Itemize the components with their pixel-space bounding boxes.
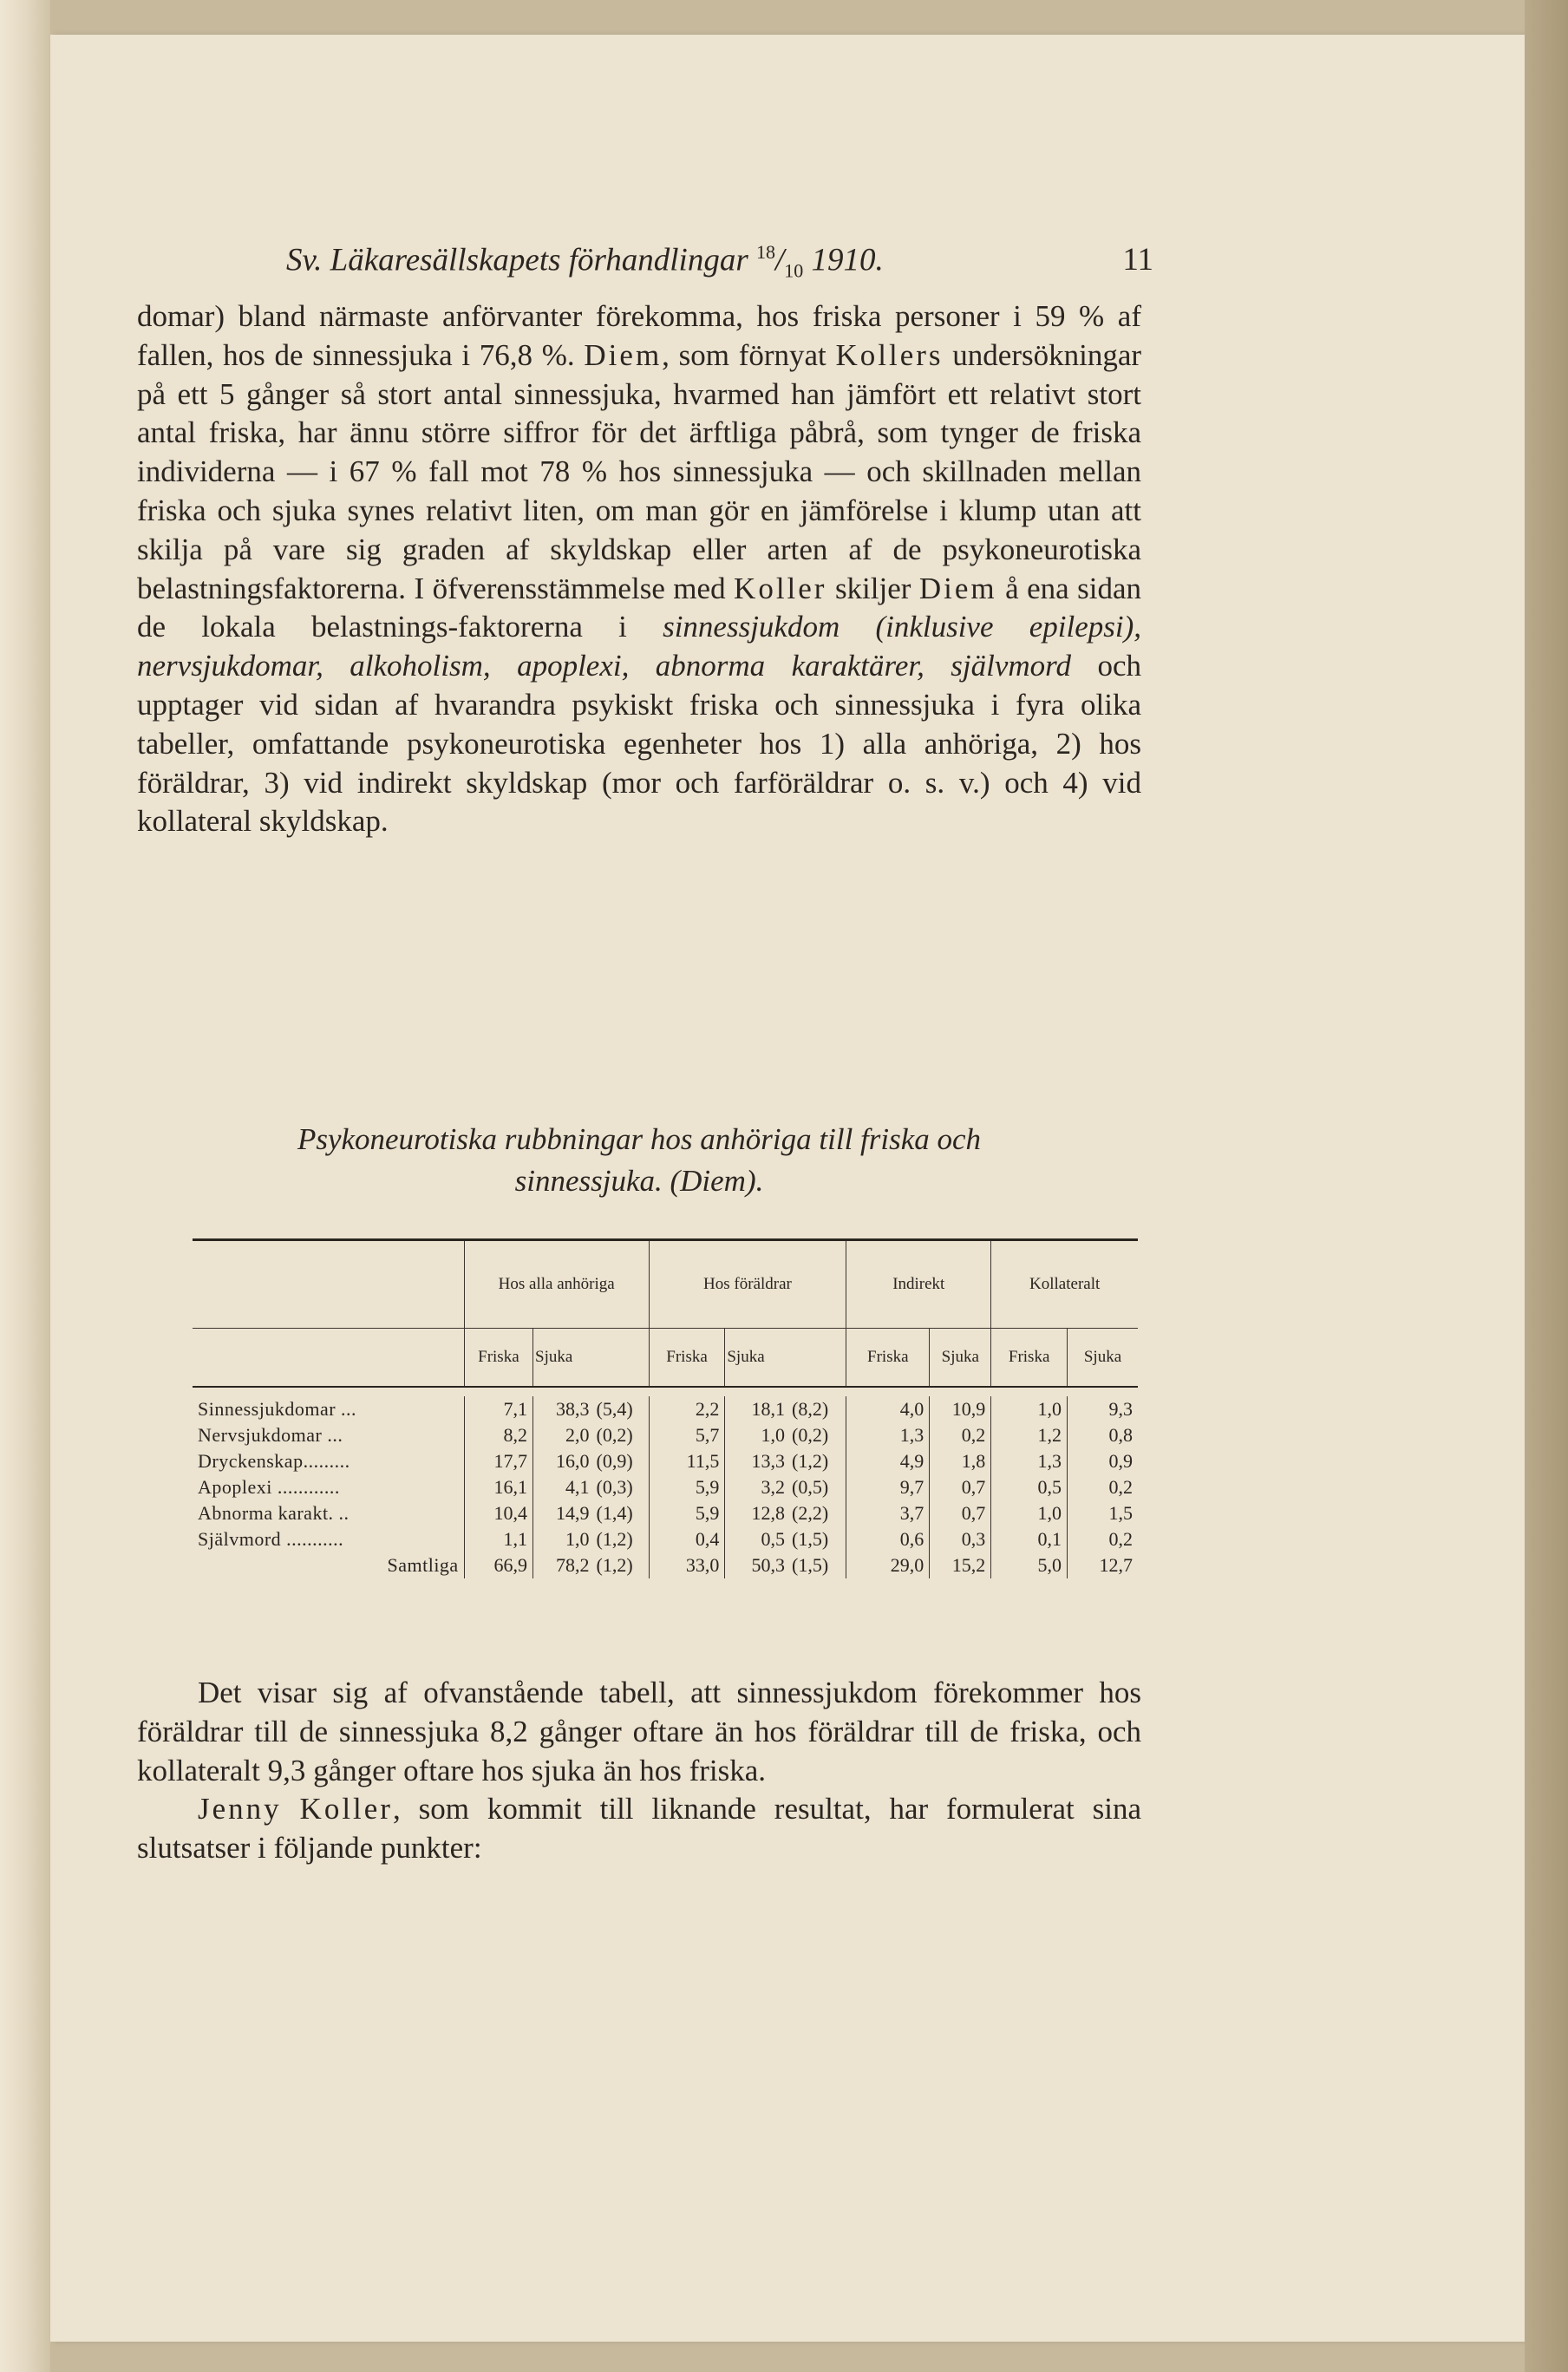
table-cell: 17,7: [464, 1448, 532, 1474]
table-cell: 8,2: [464, 1422, 532, 1448]
table-cell: 10,9: [930, 1396, 991, 1422]
column-header: Friska: [649, 1329, 725, 1388]
table-cell: 9,7: [846, 1474, 930, 1500]
column-header: Friska: [464, 1329, 532, 1388]
table-cell: 0,3: [930, 1526, 991, 1552]
table-cell: 15,2: [930, 1552, 991, 1578]
para1-text-d: skiljer: [834, 571, 911, 605]
table-cell: 13,3: [725, 1448, 790, 1474]
table-cell: 1,1: [464, 1526, 532, 1552]
table-cell: 0,7: [930, 1500, 991, 1526]
author-koller: Koller: [299, 1792, 393, 1826]
row-label: Nervsjukdomar ...: [198, 1424, 343, 1446]
column-group: Hos föräldrar: [649, 1241, 846, 1329]
table-row: [193, 1422, 1138, 1448]
table-cell: (0,2): [596, 1424, 633, 1446]
table-cell: (2,2): [792, 1502, 829, 1524]
table-header-rule: [193, 1387, 1138, 1396]
table-cell: 0,2: [1067, 1474, 1138, 1500]
table-cell: (1,2): [596, 1528, 633, 1550]
table-cell: (1,4): [596, 1502, 633, 1524]
para1-text-e: å ena sidan de lokala belastnings-faktorerna i: [137, 571, 1142, 644]
table-cell: 1,0: [725, 1422, 790, 1448]
table-cell: 3,2: [725, 1474, 790, 1500]
table-cell: 2,2: [649, 1396, 725, 1422]
table-cell: 33,0: [649, 1552, 725, 1578]
caption-line-2: sinnessjuka. (Diem).: [514, 1164, 764, 1198]
table-cell: (0,3): [596, 1476, 633, 1498]
table-cell: 0,8: [1067, 1422, 1138, 1448]
table-cell: (1,2): [596, 1554, 633, 1576]
table-cell: (1,2): [792, 1450, 829, 1472]
table-cell: 0,5: [725, 1526, 790, 1552]
para1-text-a: domar) bland närmaste anförvanter förekomma, hos friska personer i 59 % af fallen, hos de sinnessjuka i 76,8 %.: [137, 299, 1141, 372]
date-numerator: 18: [755, 241, 775, 263]
table-cell: 11,5: [649, 1448, 725, 1474]
table-cell: (8,2): [792, 1398, 829, 1420]
table-row: [193, 1396, 1138, 1422]
para1-text-c: undersökningar på ett 5 gånger så stort antal sinnessjuka, hvarmed han jämfört ett relativt stort antal friska, har ännu större siffror för det ärftliga påbrå, som tynger de friska individerna — i 67 % fall mot 78 % hos sinnessjuka — och skillnaden mellan friska och sjuka synes relativt liten, om man gör en jämförelse i klump utan att skilja på vare sig graden af skyldskap eller arten af de psykoneurotiska belastningsfaktorerna. I öfverensstämmelse med: [137, 337, 1142, 605]
column-header: Sjuka: [533, 1329, 650, 1388]
table-row: [193, 1552, 1138, 1578]
table-cell: 1,3: [846, 1422, 930, 1448]
table-cell: 5,9: [649, 1500, 725, 1526]
table-cell: 5,9: [649, 1474, 725, 1500]
table-cell: 1,0: [991, 1396, 1068, 1422]
column-group: Indirekt: [846, 1241, 991, 1329]
table-group-header-row: [193, 1241, 1138, 1329]
row-label: Abnorma karakt. ..: [198, 1502, 350, 1524]
table-cell: 1,0: [533, 1526, 595, 1552]
table-cell: 18,1: [725, 1396, 790, 1422]
date-denominator: 10: [784, 259, 804, 282]
book-gutter: [0, 0, 50, 2372]
table-cell: 4,9: [846, 1448, 930, 1474]
para3-text: , som kommit till liknande resultat, har formulerat sina slutsatser i följande punkter:: [137, 1792, 1142, 1866]
table-cell: 0,9: [1067, 1448, 1138, 1474]
table-cell: 38,3: [533, 1396, 595, 1422]
table-row: [193, 1500, 1138, 1526]
table-cell: 1,3: [991, 1448, 1068, 1474]
italic-factor-list: sinnessjukdom (inklusive epilepsi), nervsjukdomar, alkoholism, apoplexi, abnorma karaktärer, självmord: [137, 610, 1141, 683]
page-edge: [1525, 0, 1568, 2372]
table-cell: 12,7: [1067, 1552, 1138, 1578]
table-cell: 0,4: [649, 1526, 725, 1552]
table-cell: 0,5: [991, 1474, 1068, 1500]
caption-line-1: Psykoneurotiska rubbningar hos anhöriga till friska och: [297, 1122, 982, 1156]
table-cell: (0,9): [596, 1450, 633, 1472]
data-table: [193, 1238, 1138, 1578]
paragraph-2: [137, 1674, 1141, 1868]
table-caption: [137, 1119, 1141, 1202]
table-cell: 16,1: [464, 1474, 532, 1500]
table-cell: 10,4: [464, 1500, 532, 1526]
author-koller: Koller: [734, 571, 827, 605]
row-label: Dryckenskap.........: [198, 1450, 350, 1472]
table-cell: 0,6: [846, 1526, 930, 1552]
table-cell: 0,7: [930, 1474, 991, 1500]
page-number: 11: [1122, 242, 1153, 278]
table-row: [193, 1474, 1138, 1500]
table-cell: 0,2: [930, 1422, 991, 1448]
table-cell: 0,2: [1067, 1526, 1138, 1552]
table-cell: 14,9: [533, 1500, 595, 1526]
table-cell: 4,1: [533, 1474, 595, 1500]
column-group: Hos alla anhöriga: [464, 1241, 649, 1329]
table-row: [193, 1526, 1138, 1552]
table-cell: 66,9: [464, 1552, 532, 1578]
table-cell: 12,8: [725, 1500, 790, 1526]
author-koller: Kollers: [835, 337, 944, 372]
table-cell: (0,2): [792, 1424, 829, 1446]
table-cell: (0,5): [792, 1476, 829, 1498]
journal-title: Sv. Läkaresällskapets förhandlingar: [286, 242, 748, 278]
table-cell: 16,0: [533, 1448, 595, 1474]
table-cell: 50,3: [725, 1552, 790, 1578]
table-cell: 4,0: [846, 1396, 930, 1422]
table-cell: 1,2: [991, 1422, 1068, 1448]
table-cell: 78,2: [533, 1552, 595, 1578]
author-diem: Diem: [918, 571, 997, 605]
table-cell: 9,3: [1067, 1396, 1138, 1422]
table-row: [193, 1448, 1138, 1474]
para1-text-f: och upptager vid sidan af hvarandra psykiskt friska och sinnessjuka i fyra olika tabeller, omfattande psykoneurotiska egenheter hos 1) alla anhöriga, 2) hos föräldrar, 3) vid indirekt skyldskap (mor och farföräldrar o. s. v.) och 4) vid kollateral skyldskap.: [137, 649, 1141, 839]
table-cell: (1,5): [792, 1528, 829, 1550]
year: 1910.: [811, 242, 884, 278]
column-header: Friska: [846, 1329, 930, 1388]
row-label: Självmord ...........: [198, 1528, 344, 1550]
table-cell: 3,7: [846, 1500, 930, 1526]
table-cell: 2,0: [533, 1422, 595, 1448]
column-header: Sjuka: [725, 1329, 846, 1388]
column-header: Sjuka: [1067, 1329, 1138, 1388]
table-cell: 5,7: [649, 1422, 725, 1448]
para2-text: Det visar sig af ofvanstående tabell, att sinnessjukdom förekommer hos föräldrar till de sinnessjuka 8,2 gånger oftare än hos föräldrar till de friska, och kollateralt 9,3 gånger oftare hos sjuka än hos friska.: [137, 1676, 1141, 1787]
table-subheader-row: [193, 1329, 1138, 1388]
author-jenny: Jenny: [198, 1792, 282, 1826]
table-cell: 29,0: [846, 1552, 930, 1578]
row-label: Samtliga: [387, 1554, 459, 1576]
row-label: Apoplexi ............: [198, 1476, 340, 1498]
author-diem: Diem: [584, 337, 663, 372]
table-cell: 1,8: [930, 1448, 991, 1474]
column-group: Kollateralt: [991, 1241, 1138, 1329]
table-cell: 7,1: [464, 1396, 532, 1422]
column-header: Friska: [991, 1329, 1068, 1388]
table-cell: 1,0: [991, 1500, 1068, 1526]
table-cell: 0,1: [991, 1526, 1068, 1552]
row-label: Sinnessjukdomar ...: [198, 1398, 357, 1420]
table-cell: 5,0: [991, 1552, 1068, 1578]
table-cell: (1,5): [792, 1554, 829, 1576]
para1-text-b: , som förnyat: [662, 337, 826, 372]
table-cell: (5,4): [596, 1398, 633, 1420]
table-cell: 1,5: [1067, 1500, 1138, 1526]
paragraph-1: [137, 297, 1141, 841]
running-header: Sv. Läkaresällskapets förhandlingar $^{18}/_{10}$ 1910. 11: [286, 241, 1153, 282]
column-header: Sjuka: [930, 1329, 991, 1388]
